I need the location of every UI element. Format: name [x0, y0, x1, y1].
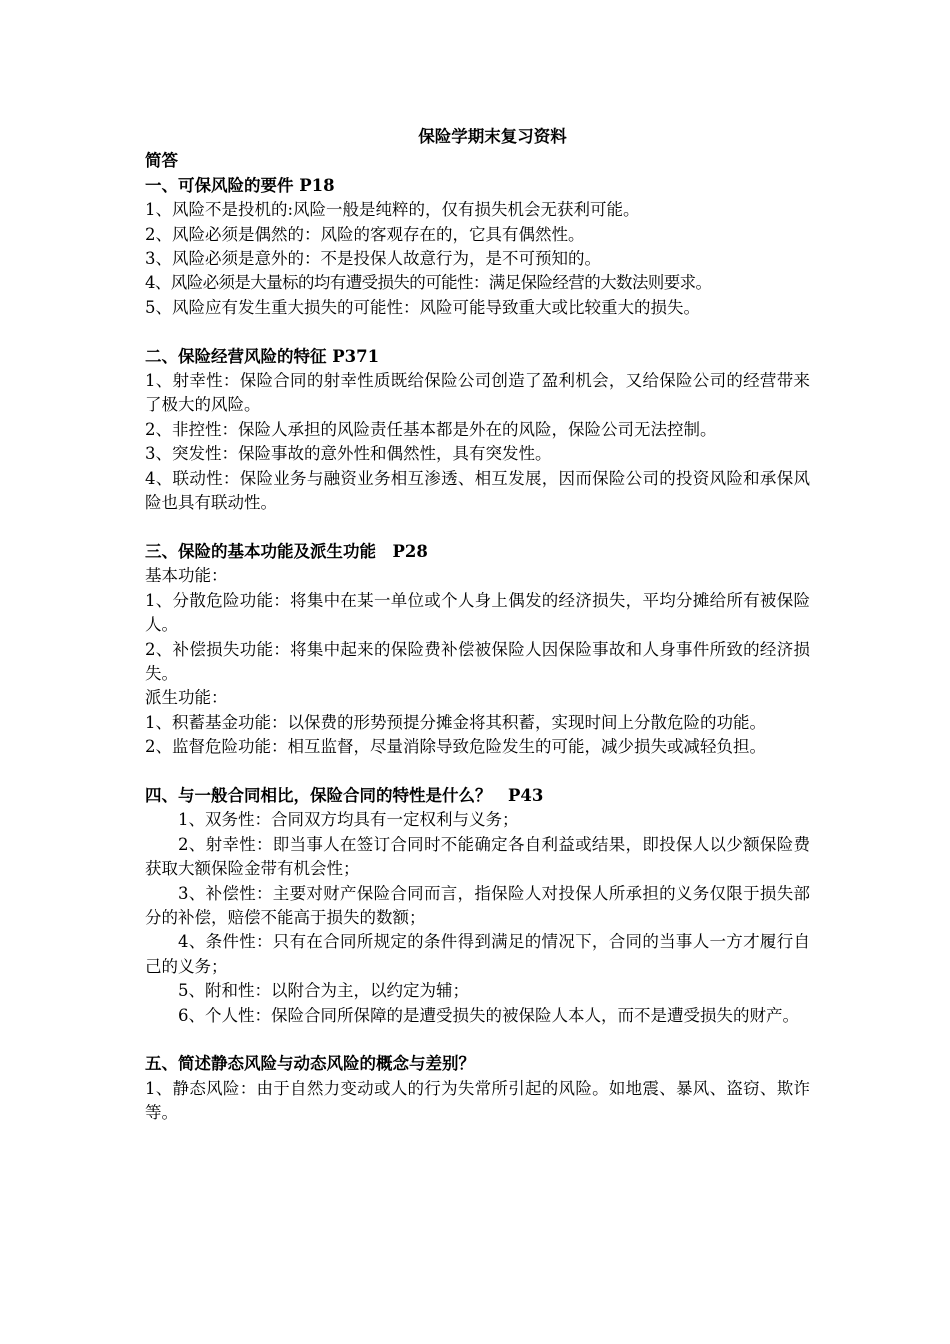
section-heading-5: 五、简述静态风险与动态风险的概念与差别？ [145, 1054, 475, 1074]
paragraph: 4、风险必须是大量标的均有遭受损失的可能性：满足保险经营的大数法则要求。 [145, 273, 712, 293]
paragraph: 5、风险应有发生重大损失的可能性：风险可能导致重大或比较重大的损失。 [145, 297, 700, 317]
spacer [145, 515, 810, 539]
paragraph: 1、静态风险：由于自然力变动或人的行为失常所引起的风险。如地震、暴风、盗窃、欺诈等。 [145, 1078, 810, 1123]
paragraph: 5、附和性：以附合为主，以约定为辅； [178, 981, 469, 1001]
paragraph: 2、补偿损失功能：将集中起来的保险费补偿被保险人因保险事故和人身事件所致的经济损失。 [145, 639, 810, 683]
section-heading-4: 四、与一般合同相比，保险合同的特性是什么？ P43 [145, 785, 544, 805]
paragraph: 4、条件性：只有在合同所规定的条件得到满足的情况下，合同的当事人一方才履行自己的义务； [145, 932, 810, 976]
paragraph: 2、风险必须是偶然的：风险的客观存在的，它具有偶然性。 [145, 224, 585, 244]
paragraph: 1、分散危险功能：将集中在某一单位或个人身上偶发的经济损失，平均分摊给所有被保险人。 [145, 590, 810, 635]
section-type-label: 简答 [145, 151, 178, 171]
paragraph: 4、联动性：保险业务与融资业务相互渗透、相互发展，因而保险公司的投资风险和承保风险也具有联动性。 [145, 468, 810, 513]
paragraph: 2、非控性：保险人承担的风险责任基本都是外在的风险，保险公司无法控制。 [145, 419, 717, 439]
paragraph: 2、射幸性：即当事人在签订合同时不能确定各自利益或结果，即投保人以少额保险费获取大额保险金带有机会性； [145, 834, 810, 879]
paragraph: 3、风险必须是意外的：不是投保人故意行为，是不可预知的。 [145, 249, 601, 269]
paragraph: 3、突发性：保险事故的意外性和偶然性，具有突发性。 [145, 444, 552, 464]
section-heading-1: 一、可保风险的要件 P18 [145, 175, 335, 195]
paragraph: 1、双务性：合同双方均具有一定权利与义务； [178, 810, 519, 830]
spacer [145, 760, 810, 784]
paragraph: 1、射幸性：保险合同的射幸性质既给保险公司创造了盈利机会，又给保险公司的经营带来了极大的风险。 [145, 371, 810, 415]
document-title: 保险学期末复习资料 [418, 127, 567, 146]
paragraph: 3、补偿性：主要对财产保险合同而言，指保险人对投保人所承担的义务仅限于损失部分的补偿，赔偿不能高于损失的数额； [145, 883, 810, 927]
paragraph: 基本功能： [145, 566, 228, 586]
document-page [145, 125, 810, 1126]
spacer [145, 320, 810, 344]
paragraph: 1、积蓄基金功能：以保费的形势预提分摊金将其积蓄，实现时间上分散危险的功能。 [145, 712, 766, 732]
paragraph: 6、个人性：保险合同所保障的是遭受损失的被保险人本人，而不是遭受损失的财产。 [178, 1005, 799, 1025]
paragraph: 1、风险不是投机的:风险一般是纯粹的，仅有损失机会无获利可能。 [145, 200, 640, 220]
paragraph: 派生功能： [145, 688, 228, 708]
section-heading-3: 三、保险的基本功能及派生功能 P28 [145, 541, 428, 561]
section-heading-2: 二、保险经营风险的特征 P371 [145, 346, 380, 366]
spacer [145, 1028, 810, 1052]
paragraph: 2、监督危险功能：相互监督，尽量消除导致危险发生的可能，减少损失或减轻负担。 [145, 737, 766, 757]
